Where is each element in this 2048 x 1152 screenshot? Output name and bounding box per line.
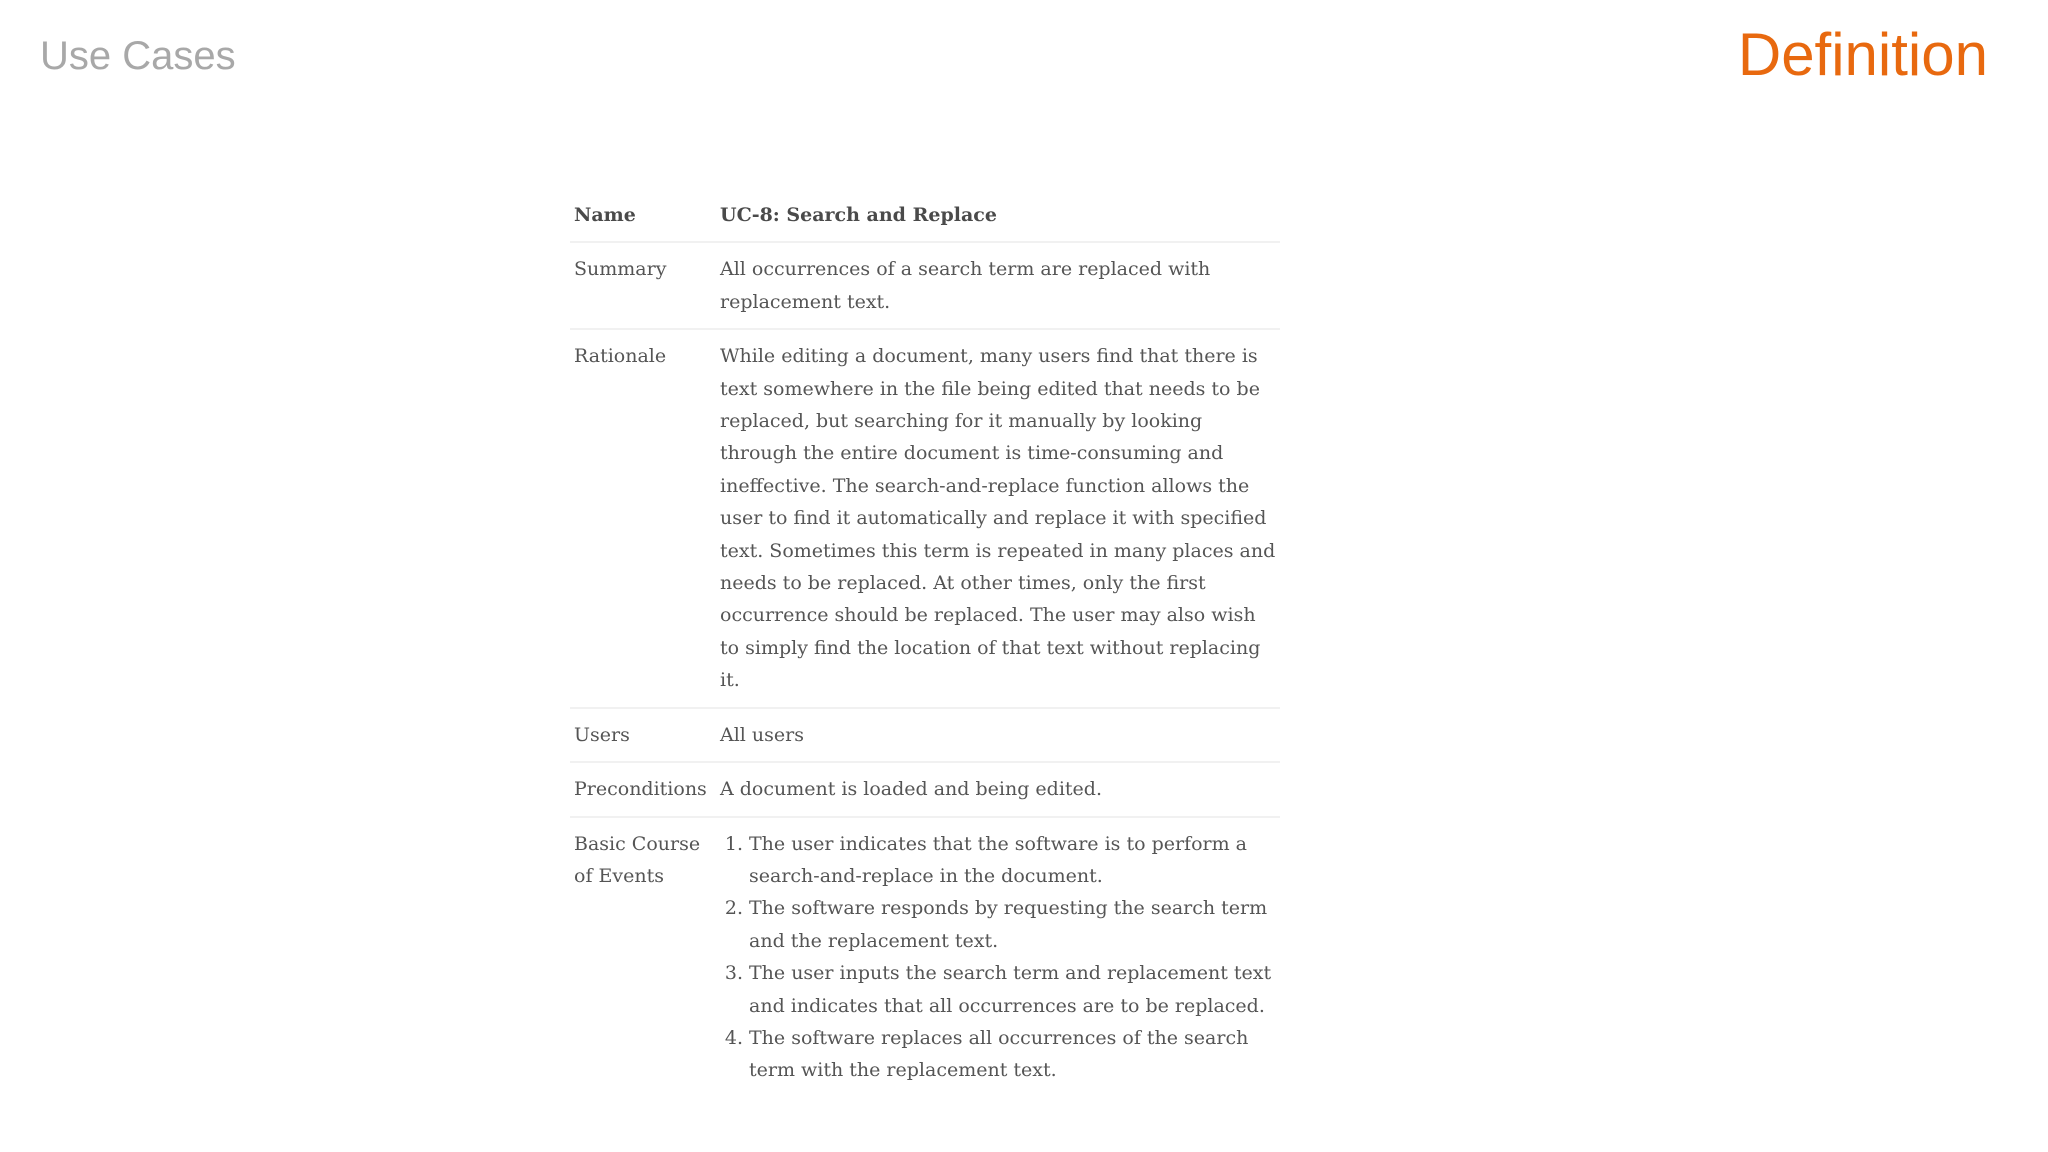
event-step [720,1022,1276,1087]
users-label: Users [574,723,630,746]
events-list [720,828,1276,1087]
summary-label: Summary [574,258,667,281]
use-case-table [570,196,1280,1097]
event-step [720,957,1276,1022]
preconditions-label: Preconditions [574,778,707,801]
event-step-text: The user inputs the search term and replacement text and indicates that all occurrences are to be replaced. [749,962,1272,1017]
basic-course-value [720,828,1280,1087]
table-row-users [570,709,1280,763]
event-step-number: 4. [724,1026,743,1049]
event-step-text: The software replaces all occurrences of the search term with the replacement text. [749,1026,1249,1082]
name-label: Name [574,204,636,226]
table-row-summary [570,243,1280,330]
event-step-number: 2. [724,897,743,920]
rationale-value: While editing a document, many users find that there is text somewhere in the file being edited that needs to be replaced, but searching for it manually by looking through the entire document is time-consuming and ineffective. The search-and-replace function allows the user to find it automatically and replace it with specified text. Sometimes this term is repeated in many places and needs to be replaced. At other times, only the first occurrence should be replaced. The user may also wish to simply find the location of that text without replacing it. [720,345,1276,692]
rationale-label: Rationale [574,345,667,368]
table-row-rationale [570,330,1280,708]
event-step-number: 3. [724,962,743,985]
section-title: Use Cases [40,34,236,78]
basic-course-label: Basic Course of Events [574,832,701,887]
event-step-text: The software responds by requesting the search term and the replacement text. [749,897,1268,952]
table-row-preconditions [570,763,1280,817]
summary-value: All occurrences of a search term are replaced with replacement text. [720,258,1211,313]
users-value: All users [720,723,804,746]
slide-heading: Definition [1737,21,1988,88]
name-value: UC-8: Search and Replace [720,204,997,226]
preconditions-value: A document is loaded and being edited. [720,778,1102,801]
table-row-name [570,196,1280,243]
event-step [720,892,1276,957]
event-step [720,828,1276,893]
table-row-basic-course [570,818,1280,1097]
event-step-number: 1. [724,832,743,855]
event-step-text: The user indicates that the software is to perform a search-and-replace in the document. [749,832,1247,887]
